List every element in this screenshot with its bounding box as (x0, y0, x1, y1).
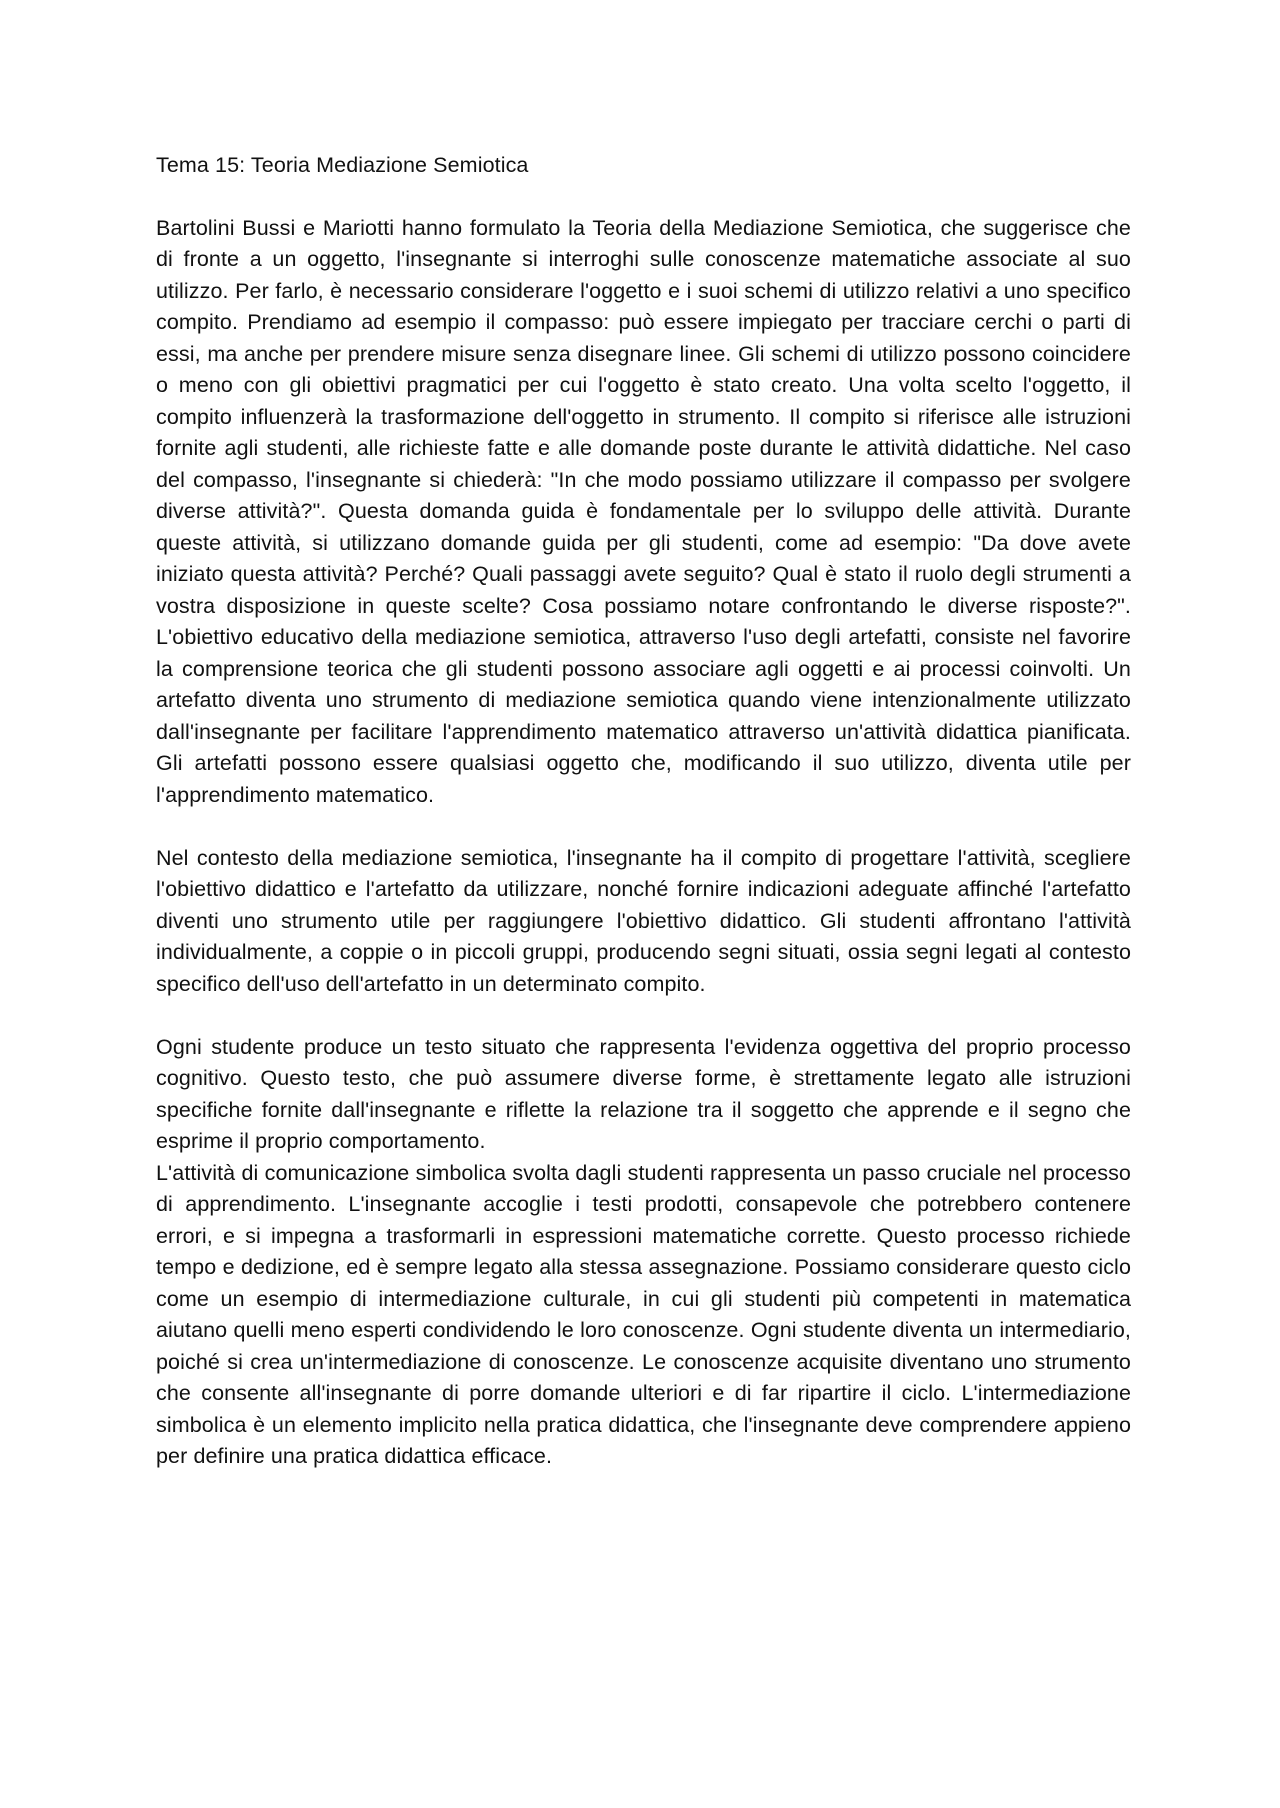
document-page (156, 150, 1131, 1473)
paragraph-4: L'attività di comunicazione simbolica svolta dagli studenti rappresenta un passo cruciale nel processo di apprendimento. L'insegnante accoglie i testi prodotti, consapevole che potrebbero contenere errori, e si impegna a trasformarli in espressioni matematiche corrette. Questo processo richiede tempo e dedizione, ed è sempre legato alla stessa assegnazione. Possiamo considerare questo ciclo come un esempio di intermediazione culturale, in cui gli studenti più competenti in matematica aiutano quelli meno esperti condividendo le loro conoscenze. Ogni studente diventa un intermediario, poiché si crea un'intermediazione di conoscenze. Le conoscenze acquisite diventano uno strumento che consente all'insegnante di porre domande ulteriori e di far ripartire il ciclo. L'intermediazione simbolica è un elemento implicito nella pratica didattica, che l'insegnante deve comprendere appieno per definire una pratica didattica efficace. (156, 1160, 1131, 1468)
document-title: Tema 15: Teoria Mediazione Semiotica (156, 153, 529, 177)
paragraph-2: Nel contesto della mediazione semiotica, l'insegnante ha il compito di progettare l'attività, scegliere l'obiettivo didattico e l'artefatto da utilizzare, nonché fornire indicazioni adeguate affinché l'artefatto diventi uno strumento utile per raggiungere l'obiettivo didattico. Gli studenti affrontano l'attività individualmente, a coppie o in piccoli gruppi, producendo segni situati, ossia segni legati al contesto specifico dell'uso dell'artefatto in un determinato compito. (156, 845, 1131, 996)
paragraph-1: Bartolini Bussi e Mariotti hanno formulato la Teoria della Mediazione Semiotica, che suggerisce che di fronte a un oggetto, l'insegnante si interroghi sulle conoscenze matematiche associate al suo utilizzo. Per farlo, è necessario considerare l'oggetto e i suoi schemi di utilizzo relativi a uno specifico compito. Prendiamo ad esempio il compasso: può essere impiegato per tracciare cerchi o parti di essi, ma anche per prendere misure senza disegnare linee. Gli schemi di utilizzo possono coincidere o meno con gli obiettivi pragmatici per cui l'oggetto è stato creato. Una volta scelto l'oggetto, il compito influenzerà la trasformazione dell'oggetto in strumento. Il compito si riferisce alle istruzioni fornite agli studenti, alle richieste fatte e alle domande poste durante le attività didattiche. Nel caso del compasso, l'insegnante si chiederà: "In che modo possiamo utilizzare il compasso per svolgere diverse attività?". Questa domanda guida è fondamentale per lo sviluppo delle attività. Durante queste attività, si utilizzano domande guida per gli studenti, come ad esempio: "Da dove avete iniziato questa attività? Perché? Quali passaggi avete seguito? Qual è stato il ruolo degli strumenti a vostra disposizione in queste scelte? Cosa possiamo notare confrontando le diverse risposte?". L'obiettivo educativo della mediazione semiotica, attraverso l'uso degli artefatti, consiste nel favorire la comprensione teorica che gli studenti possono associare agli oggetti e ai processi coinvolti. Un artefatto diventa uno strumento di mediazione semiotica quando viene intenzionalmente utilizzato dall'insegnante per facilitare l'apprendimento matematico attraverso un'attività didattica pianificata. Gli artefatti possono essere qualsiasi oggetto che, modificando il suo utilizzo, diventa utile per l'apprendimento matematico. (156, 215, 1131, 807)
paragraph-3: Ogni studente produce un testo situato che rappresenta l'evidenza oggettiva del proprio processo cognitivo. Questo testo, che può assumere diverse forme, è strettamente legato alle istruzioni specifiche fornite dall'insegnante e riflette la relazione tra il soggetto che apprende e il segno che esprime il proprio comportamento. (156, 1034, 1131, 1153)
